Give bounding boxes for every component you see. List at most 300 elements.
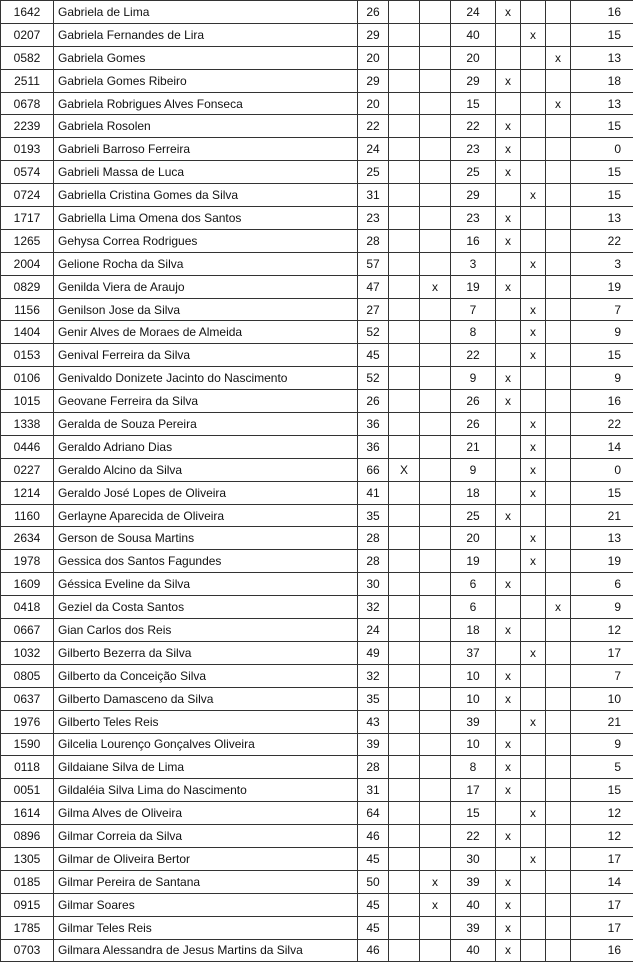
mark-cell-c: x xyxy=(496,664,521,687)
total-cell: 21 xyxy=(571,504,633,527)
mark-cell-c xyxy=(496,710,521,733)
mark-cell-b xyxy=(420,390,451,413)
mark-cell-c xyxy=(496,23,521,46)
mark-cell-c: x xyxy=(496,733,521,756)
mark-cell-e xyxy=(546,710,571,733)
mark-cell-b xyxy=(420,23,451,46)
mark-cell-e: x xyxy=(546,596,571,619)
mark-cell-a xyxy=(389,825,420,848)
mark-cell-c: x xyxy=(496,115,521,138)
table-row xyxy=(1,641,633,664)
table-row xyxy=(1,481,633,504)
mark-cell-c xyxy=(496,847,521,870)
mark-cell-d: x xyxy=(521,252,546,275)
total-cell: 17 xyxy=(571,893,633,916)
table-row xyxy=(1,69,633,92)
table-row xyxy=(1,550,633,573)
age-cell: 29 xyxy=(358,69,389,92)
mark-cell-b xyxy=(420,344,451,367)
age-cell: 20 xyxy=(358,92,389,115)
mark-cell-a xyxy=(389,550,420,573)
mark-cell-b xyxy=(420,504,451,527)
mark-cell-b xyxy=(420,367,451,390)
mark-cell-e xyxy=(546,779,571,802)
mark-cell-d xyxy=(521,161,546,184)
name-cell: Gilmar Pereira de Santana xyxy=(54,870,358,893)
mark-cell-b: x xyxy=(420,275,451,298)
score-cell: 10 xyxy=(451,687,496,710)
mark-cell-c: x xyxy=(496,687,521,710)
total-cell: 17 xyxy=(571,847,633,870)
mark-cell-b xyxy=(420,252,451,275)
total-cell: 9 xyxy=(571,321,633,344)
code-cell: 1609 xyxy=(1,573,54,596)
name-cell: Genilson Jose da Silva xyxy=(54,298,358,321)
mark-cell-e xyxy=(546,1,571,24)
mark-cell-d xyxy=(521,1,546,24)
mark-cell-c xyxy=(496,527,521,550)
age-cell: 28 xyxy=(358,550,389,573)
mark-cell-e xyxy=(546,504,571,527)
total-cell: 12 xyxy=(571,619,633,642)
mark-cell-a xyxy=(389,115,420,138)
mark-cell-e: x xyxy=(546,92,571,115)
code-cell: 1614 xyxy=(1,802,54,825)
mark-cell-c: x xyxy=(496,825,521,848)
mark-cell-e xyxy=(546,893,571,916)
mark-cell-e xyxy=(546,870,571,893)
name-cell: Genival Ferreira da Silva xyxy=(54,344,358,367)
score-cell: 6 xyxy=(451,596,496,619)
name-cell: Gilmar Teles Reis xyxy=(54,916,358,939)
score-cell: 15 xyxy=(451,802,496,825)
mark-cell-b xyxy=(420,802,451,825)
code-cell: 1156 xyxy=(1,298,54,321)
mark-cell-e xyxy=(546,664,571,687)
code-cell: 0829 xyxy=(1,275,54,298)
mark-cell-c: x xyxy=(496,893,521,916)
mark-cell-d: x xyxy=(521,413,546,436)
age-cell: 24 xyxy=(358,619,389,642)
name-cell: Geralda de Souza Pereira xyxy=(54,413,358,436)
mark-cell-d: x xyxy=(521,321,546,344)
mark-cell-c: x xyxy=(496,207,521,230)
age-cell: 26 xyxy=(358,1,389,24)
mark-cell-c xyxy=(496,802,521,825)
age-cell: 22 xyxy=(358,115,389,138)
table-row xyxy=(1,733,633,756)
mark-cell-d xyxy=(521,207,546,230)
mark-cell-e xyxy=(546,550,571,573)
mark-cell-e xyxy=(546,344,571,367)
name-cell: Gilberto Teles Reis xyxy=(54,710,358,733)
mark-cell-e xyxy=(546,733,571,756)
age-cell: 25 xyxy=(358,161,389,184)
name-cell: Geovane Ferreira da Silva xyxy=(54,390,358,413)
table-row xyxy=(1,504,633,527)
mark-cell-d: x xyxy=(521,458,546,481)
score-cell: 22 xyxy=(451,115,496,138)
name-cell: Gabriella Cristina Gomes da Silva xyxy=(54,184,358,207)
table-row xyxy=(1,367,633,390)
total-cell: 12 xyxy=(571,802,633,825)
mark-cell-e xyxy=(546,367,571,390)
mark-cell-e: x xyxy=(546,46,571,69)
mark-cell-d xyxy=(521,138,546,161)
mark-cell-c xyxy=(496,46,521,69)
mark-cell-d: x xyxy=(521,435,546,458)
name-cell: Gilma Alves de Oliveira xyxy=(54,802,358,825)
total-cell: 13 xyxy=(571,46,633,69)
mark-cell-a xyxy=(389,92,420,115)
age-cell: 50 xyxy=(358,870,389,893)
mark-cell-a xyxy=(389,69,420,92)
code-cell: 0118 xyxy=(1,756,54,779)
name-cell: Gildaiane Silva de Lima xyxy=(54,756,358,779)
table-row xyxy=(1,161,633,184)
mark-cell-d xyxy=(521,939,546,962)
score-cell: 22 xyxy=(451,825,496,848)
mark-cell-a xyxy=(389,573,420,596)
mark-cell-c: x xyxy=(496,619,521,642)
code-cell: 0582 xyxy=(1,46,54,69)
mark-cell-c: x xyxy=(496,69,521,92)
table-row xyxy=(1,710,633,733)
mark-cell-a xyxy=(389,161,420,184)
age-cell: 29 xyxy=(358,23,389,46)
code-cell: 0227 xyxy=(1,458,54,481)
mark-cell-b xyxy=(420,779,451,802)
name-cell: Gabriela Rosolen xyxy=(54,115,358,138)
mark-cell-b xyxy=(420,207,451,230)
score-cell: 30 xyxy=(451,847,496,870)
table-row xyxy=(1,46,633,69)
mark-cell-b xyxy=(420,458,451,481)
name-cell: Gilcelia Lourenço Gonçalves Oliveira xyxy=(54,733,358,756)
mark-cell-b xyxy=(420,229,451,252)
mark-cell-c: x xyxy=(496,573,521,596)
code-cell: 0915 xyxy=(1,893,54,916)
mark-cell-d xyxy=(521,92,546,115)
mark-cell-e xyxy=(546,390,571,413)
code-cell: 1015 xyxy=(1,390,54,413)
mark-cell-b: x xyxy=(420,893,451,916)
table-row xyxy=(1,939,633,962)
mark-cell-a xyxy=(389,390,420,413)
table-body xyxy=(1,1,633,962)
score-cell: 6 xyxy=(451,573,496,596)
total-cell: 9 xyxy=(571,596,633,619)
mark-cell-d xyxy=(521,367,546,390)
mark-cell-b xyxy=(420,664,451,687)
score-cell: 18 xyxy=(451,481,496,504)
mark-cell-e xyxy=(546,138,571,161)
mark-cell-a: X xyxy=(389,458,420,481)
name-cell: Gabrieli Barroso Ferreira xyxy=(54,138,358,161)
name-cell: Gabriela Robrigues Alves Fonseca xyxy=(54,92,358,115)
mark-cell-a xyxy=(389,321,420,344)
mark-cell-a xyxy=(389,481,420,504)
code-cell: 1978 xyxy=(1,550,54,573)
age-cell: 36 xyxy=(358,413,389,436)
mark-cell-b xyxy=(420,847,451,870)
age-cell: 57 xyxy=(358,252,389,275)
name-cell: Gabriella Lima Omena dos Santos xyxy=(54,207,358,230)
total-cell: 6 xyxy=(571,573,633,596)
code-cell: 1785 xyxy=(1,916,54,939)
table-row xyxy=(1,802,633,825)
mark-cell-d xyxy=(521,893,546,916)
total-cell: 22 xyxy=(571,413,633,436)
name-cell: Gilberto da Conceição Silva xyxy=(54,664,358,687)
table-row xyxy=(1,847,633,870)
total-cell: 7 xyxy=(571,298,633,321)
score-cell: 15 xyxy=(451,92,496,115)
age-cell: 28 xyxy=(358,229,389,252)
age-cell: 20 xyxy=(358,46,389,69)
code-cell: 0185 xyxy=(1,870,54,893)
score-cell: 40 xyxy=(451,23,496,46)
name-cell: Gilberto Damasceno da Silva xyxy=(54,687,358,710)
age-cell: 24 xyxy=(358,138,389,161)
code-cell: 1338 xyxy=(1,413,54,436)
mark-cell-c xyxy=(496,184,521,207)
mark-cell-a xyxy=(389,367,420,390)
age-cell: 28 xyxy=(358,527,389,550)
code-cell: 0637 xyxy=(1,687,54,710)
mark-cell-b xyxy=(420,46,451,69)
total-cell: 22 xyxy=(571,229,633,252)
age-cell: 45 xyxy=(358,893,389,916)
table-row xyxy=(1,687,633,710)
total-cell: 9 xyxy=(571,367,633,390)
mark-cell-a xyxy=(389,229,420,252)
score-cell: 9 xyxy=(451,367,496,390)
mark-cell-d: x xyxy=(521,847,546,870)
table-row xyxy=(1,664,633,687)
mark-cell-e xyxy=(546,23,571,46)
mark-cell-a xyxy=(389,939,420,962)
mark-cell-b xyxy=(420,298,451,321)
mark-cell-d xyxy=(521,390,546,413)
mark-cell-a xyxy=(389,893,420,916)
mark-cell-a xyxy=(389,710,420,733)
total-cell: 21 xyxy=(571,710,633,733)
name-cell: Gian Carlos dos Reis xyxy=(54,619,358,642)
mark-cell-d xyxy=(521,596,546,619)
score-cell: 3 xyxy=(451,252,496,275)
mark-cell-c: x xyxy=(496,161,521,184)
table-row xyxy=(1,435,633,458)
name-cell: Gerson de Sousa Martins xyxy=(54,527,358,550)
table-row xyxy=(1,916,633,939)
score-cell: 40 xyxy=(451,939,496,962)
mark-cell-d xyxy=(521,779,546,802)
code-cell: 1265 xyxy=(1,229,54,252)
total-cell: 15 xyxy=(571,779,633,802)
score-cell: 39 xyxy=(451,870,496,893)
score-cell: 17 xyxy=(451,779,496,802)
mark-cell-e xyxy=(546,916,571,939)
code-cell: 0207 xyxy=(1,23,54,46)
mark-cell-a xyxy=(389,1,420,24)
mark-cell-a xyxy=(389,527,420,550)
table-row xyxy=(1,229,633,252)
table-row xyxy=(1,756,633,779)
mark-cell-d: x xyxy=(521,641,546,664)
table-row xyxy=(1,527,633,550)
score-cell: 7 xyxy=(451,298,496,321)
name-cell: Geraldo Adriano Dias xyxy=(54,435,358,458)
score-cell: 23 xyxy=(451,207,496,230)
table-row xyxy=(1,458,633,481)
code-cell: 0896 xyxy=(1,825,54,848)
mark-cell-e xyxy=(546,69,571,92)
mark-cell-b xyxy=(420,619,451,642)
mark-cell-a xyxy=(389,184,420,207)
score-cell: 21 xyxy=(451,435,496,458)
name-cell: Gehysa Correa Rodrigues xyxy=(54,229,358,252)
mark-cell-a xyxy=(389,275,420,298)
total-cell: 16 xyxy=(571,1,633,24)
table-row xyxy=(1,252,633,275)
name-cell: Géssica Eveline da Silva xyxy=(54,573,358,596)
score-cell: 10 xyxy=(451,664,496,687)
table-row xyxy=(1,23,633,46)
mark-cell-d xyxy=(521,619,546,642)
mark-cell-d xyxy=(521,825,546,848)
mark-cell-e xyxy=(546,184,571,207)
total-cell: 16 xyxy=(571,390,633,413)
table-row xyxy=(1,207,633,230)
score-cell: 37 xyxy=(451,641,496,664)
code-cell: 0805 xyxy=(1,664,54,687)
mark-cell-e xyxy=(546,321,571,344)
code-cell: 1717 xyxy=(1,207,54,230)
total-cell: 10 xyxy=(571,687,633,710)
total-cell: 0 xyxy=(571,458,633,481)
mark-cell-b xyxy=(420,596,451,619)
mark-cell-b xyxy=(420,825,451,848)
total-cell: 13 xyxy=(571,527,633,550)
mark-cell-b xyxy=(420,527,451,550)
code-cell: 2239 xyxy=(1,115,54,138)
name-cell: Gildaléia Silva Lima do Nascimento xyxy=(54,779,358,802)
mark-cell-a xyxy=(389,619,420,642)
name-cell: Gabriela Fernandes de Lira xyxy=(54,23,358,46)
mark-cell-b xyxy=(420,1,451,24)
total-cell: 5 xyxy=(571,756,633,779)
mark-cell-d xyxy=(521,69,546,92)
mark-cell-d: x xyxy=(521,802,546,825)
mark-cell-a xyxy=(389,504,420,527)
name-cell: Geraldo Alcino da Silva xyxy=(54,458,358,481)
mark-cell-d xyxy=(521,664,546,687)
table-row xyxy=(1,1,633,24)
age-cell: 39 xyxy=(358,733,389,756)
mark-cell-d xyxy=(521,756,546,779)
mark-cell-c xyxy=(496,435,521,458)
total-cell: 17 xyxy=(571,916,633,939)
age-cell: 31 xyxy=(358,779,389,802)
age-cell: 32 xyxy=(358,596,389,619)
mark-cell-e xyxy=(546,229,571,252)
mark-cell-c xyxy=(496,458,521,481)
age-cell: 41 xyxy=(358,481,389,504)
mark-cell-b xyxy=(420,756,451,779)
mark-cell-e xyxy=(546,939,571,962)
mark-cell-c: x xyxy=(496,138,521,161)
mark-cell-e xyxy=(546,825,571,848)
mark-cell-b xyxy=(420,573,451,596)
mark-cell-a xyxy=(389,687,420,710)
mark-cell-a xyxy=(389,733,420,756)
mark-cell-d xyxy=(521,916,546,939)
name-cell: Genir Alves de Moraes de Almeida xyxy=(54,321,358,344)
code-cell: 1305 xyxy=(1,847,54,870)
score-cell: 20 xyxy=(451,46,496,69)
mark-cell-d: x xyxy=(521,710,546,733)
code-cell: 1404 xyxy=(1,321,54,344)
mark-cell-d: x xyxy=(521,23,546,46)
mark-cell-e xyxy=(546,115,571,138)
table-row xyxy=(1,275,633,298)
table-row xyxy=(1,92,633,115)
score-cell: 25 xyxy=(451,161,496,184)
mark-cell-d xyxy=(521,504,546,527)
age-cell: 27 xyxy=(358,298,389,321)
mark-cell-b: x xyxy=(420,870,451,893)
code-cell: 0678 xyxy=(1,92,54,115)
mark-cell-b xyxy=(420,481,451,504)
mark-cell-b xyxy=(420,184,451,207)
mark-cell-c xyxy=(496,550,521,573)
mark-cell-b xyxy=(420,413,451,436)
name-cell: Gilmar Soares xyxy=(54,893,358,916)
age-cell: 46 xyxy=(358,825,389,848)
name-cell: Genilda Viera de Araujo xyxy=(54,275,358,298)
mark-cell-b xyxy=(420,435,451,458)
name-cell: Gerlayne Aparecida de Oliveira xyxy=(54,504,358,527)
total-cell: 17 xyxy=(571,641,633,664)
score-cell: 19 xyxy=(451,550,496,573)
age-cell: 26 xyxy=(358,390,389,413)
mark-cell-e xyxy=(546,435,571,458)
mark-cell-e xyxy=(546,756,571,779)
total-cell: 19 xyxy=(571,275,633,298)
total-cell: 3 xyxy=(571,252,633,275)
mark-cell-d: x xyxy=(521,184,546,207)
mark-cell-a xyxy=(389,46,420,69)
mark-cell-c: x xyxy=(496,916,521,939)
mark-cell-a xyxy=(389,847,420,870)
score-cell: 8 xyxy=(451,321,496,344)
total-cell: 15 xyxy=(571,161,633,184)
age-cell: 52 xyxy=(358,367,389,390)
mark-cell-e xyxy=(546,252,571,275)
mark-cell-b xyxy=(420,939,451,962)
mark-cell-b xyxy=(420,92,451,115)
name-cell: Gelione Rocha da Silva xyxy=(54,252,358,275)
mark-cell-d xyxy=(521,229,546,252)
mark-cell-b xyxy=(420,161,451,184)
score-cell: 8 xyxy=(451,756,496,779)
mark-cell-e xyxy=(546,641,571,664)
mark-cell-a xyxy=(389,916,420,939)
score-cell: 20 xyxy=(451,527,496,550)
mark-cell-a xyxy=(389,252,420,275)
code-cell: 2634 xyxy=(1,527,54,550)
